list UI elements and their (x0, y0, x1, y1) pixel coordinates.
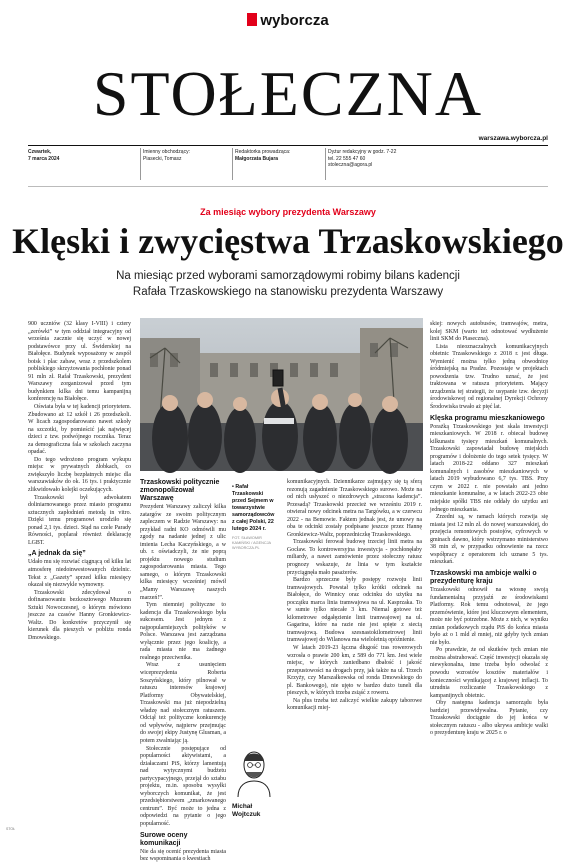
issue-date-line2: 7 marca 2024 (28, 155, 60, 162)
article-photo (140, 318, 423, 471)
article-dek: Na miesiąc przed wyborami samorządowymi robimy bilans kadencji Rafała Trzaskowskiego na stanowisku prezydenta Warszawy (116, 270, 460, 298)
article-column-1 (28, 321, 131, 841)
paragraph: Stołecznie postępujące od popularności aktywistami, a działaczami PiS, którzy lamentują nad wytycznymi budżetu partycypacyjnego, przejął do sztabu projektu, m.in. sposobu wysyłki wyborczych komunikat, że jest przedsiębiorstwem „zmarkowanego centrum”. Być może to jedna z odpowiedzi na pytanie o jego popularność. (140, 745, 226, 827)
subheading: „A jednak da się” (28, 550, 86, 558)
site-url: warszawa.wyborcza.pl (478, 135, 548, 142)
paragraph: 900 uczniów (32 klasy I-VIII) i cztery „zerówki” w tym oddział integracyjny od września zacznie się uczyć w nowej podstawówce przy ul. Świderskiej na Białołęce. Budynek wyposażony w zespół boisk i plac zabaw, wraz z przedszkolem pobliskiego skrzyżowania pochłonie ponad 91 mln zł. Rafał Trzaskowski, prezydent Warszawy zorganizował przed tym budynkiem kilka dni temu kampanijną konferencję na Białołęce. (28, 321, 131, 403)
masthead-title: STOŁECZNA (92, 58, 484, 129)
author-portrait (232, 745, 276, 797)
paragraph: Tym niemniej polityczne to kadencja dla Trzaskowskiego była sukcesem. Jest jednym z najpopularniejszych polityków w Polsce. Warszawa jest zarządzana wyłącznie przez jego koalicję, a rada miasta nie ma żadnego realnego przeciwnika. (140, 602, 226, 661)
paragraph: Oby następna kadencja samorządu była bardziej przewidywalna. Pytanie, czy Trzaskowski dociągnie do jej końca w stołecznym ratuszu - albo ukrywa ambicje walki o prezydenturę kraju w 2025 r. o (430, 700, 548, 737)
paragraph: Prezydent Warszawy zaliczył kilka zatargów ze swoim politycznym zapleczem w Radzie Warszawy: na przykład radni KO odmówili mu zgody na nadanie jednej z ulic imienia Lecha Kaczyńskiego, a w ub. r. oświadczyli, że nie poprą projektu nowego studium zagospodarowania miasta. Tego samego, o którym Trzaskowski kilka miesięcy wcześniej mówił „Mamy Warszawę naszych marzeń!”. (140, 504, 226, 601)
desk-hours: Dyżur redakcyjny w godz. 7-22 (328, 149, 397, 155)
page-mark: STOŁ (6, 827, 16, 831)
subheading: Klęska programu mieszkaniowego (430, 414, 545, 422)
paragraph: Oświata była w tej kadencji priorytetem. Zbudowano aż 12 szkół i 26 przedszkoli. W licach zagospodarowano nawet szkoły na szczotki, by pomieścić jak najwięcej dzieci z tzw. podwójnego rocznika. Teraz za demograficzna fala w szkołach zaczyna opadać. (28, 404, 131, 456)
issue-date-line1: Czwartek, (28, 149, 52, 155)
article-column-3 (287, 479, 422, 834)
brand-name: wyborcza (260, 12, 329, 29)
paragraph: Zrzedni są, w ramach których rozwija się miasta jest 12 mln zł. do nowej warszawskiej, do przejęcia remontowych postojów, cyfrowych w gminach dawno, który wstrzymano ministerstwo 38 min zł, w przypadku odnowienie na rzecz współpracy z operatorem ich uznane 5 tys. mieszkań. (430, 514, 548, 566)
duty-value: Piasecki, Tomasz (143, 155, 182, 162)
paragraph: Bardzo sprzeczne były postępy rozwoju linii tramwajowych. Powstał tylko krótki odcinek na Białołęce, do Winnicy oraz odcinku do użytku na początku marca linia tramwajowa na ul. Kasprzaka. To w sumie tylko niecałe 3 km. Niemal gotowe też kilometrowe odgałęzienie linii tramwajowej na ul. Gagarina, które na razie nie jest spięte z siecią tramwajową. Budowa szesnastokilometrowej linii tramwajowej do Wilanowa ma wieloletnią opóźnienie. (287, 577, 422, 644)
photo-caption (232, 484, 278, 551)
info-divider (325, 148, 326, 180)
author-portrait-sketch (232, 745, 276, 797)
photo-illustration (140, 318, 423, 471)
subheading: Trzaskowski ma ambicje walki o prezydenturę kraju (430, 569, 537, 585)
paragraph: Trzaskowski był adwokatem doliniarnowanego przez miasto programu sztucznych zapłodnień metodą in vitro. Dzięki temu programowi urodziło się ponad 2,1 tys. dzieci. Stąd na czele Parady Równości, poplarał również deklarację LGBT. (28, 494, 131, 546)
info-divider (232, 148, 233, 180)
paragraph: Nie da się ocenić prezydenta miasta bez wspominania o kwestiach (140, 848, 226, 863)
editor-label: Redaktorka prowadząca: (235, 149, 291, 155)
paragraph: Porażką Trzaskowskiego jest skala inwestycji mieszkaniowych. W 2018 r. obiecał budowę kilkunastu tysięcy mieszkań komunalnych. Trzaskowski zapowiadał budowę miejskich programów i dołożenie do tego setek tysięcy. W latach 2018-22 oddano 327 mieszkań komunalnych i zasobów mieszkaniowych w latach 2019 wybudowano 6,7 tys. TBS. Przy czym w 2022 r. nie powstało ani jedno mieszkanie komunalne, a w latach 2022-23 obie miejskie spółki TBS nie oddały do użytku ani jednego mieszkania. (430, 423, 548, 513)
paragraph: skiej: nowych autobusów, tramwajów, metra, kolej SKM (warto też odnotować wydłużenie linii SKM do Piaseczna). (430, 321, 548, 343)
author-byline (232, 803, 278, 819)
editor-value: Małgorzata Bujara (235, 155, 279, 162)
paragraph: Udało mu się rozwiać ciągnącą od kilku lat atmosferę niedoinwestowanych dzielnic. Tekst z „Gazety” sprzed kilku miesięcy okazał się niezwykle wymowny. (28, 559, 131, 589)
issue-date (28, 149, 138, 162)
info-divider (140, 148, 141, 180)
paragraph: Po prawdzie, że od skutków tych zmian nie można abstrahować. Część inwestycji okazała się niewykonalna, inne trzeba było odwołać z powodu wzrostów kosztów materiałów i konieczności wynikającej z krajowej inflacji. To utrudnia rozliczanie Trzaskowskiego z kampanijnych obietnic. (430, 647, 548, 699)
masthead-divider (28, 145, 548, 146)
author-last-name: Wojtczuk (232, 811, 261, 818)
brand-logo-mark-icon (247, 13, 257, 26)
paragraph: komunikacyjnych. Dziennikarze zajmujący się tą sferą rezonują zagadnienie Trzaskowskiego surowo. Może na od nich usłyszeć o niezdrowych „stracona kadencja”. Przesadą? Trzaskowski przecież we wrześniu 2019 r. otwierał nowy odcinek metra na Targówku, a w czerwcu 2022 - na Bemowie. Faktem jednak jest, że umowy na oba te odcinki zostały podpisane jeszcze przez Hannę Gronkiewicz-Waltz, poprzedniczkę Trzaskowskiego. (287, 479, 422, 538)
paragraph: W latach 2019-23 łączna długość tras rowerowych wzrosła o prawie 200 km, z 589 do 771 km. Jest wiele miejsc, w których zaniedbano dbałość i jakość przepustowości na drogach przy, jak także na ul. Trzech Krzyży, czy Marszałkowska od ronda Dmowskiego do pl. Bankowego), nie ujęto w bardzo dużo tuneli dla pieszych, w których trzeba zsiąść z roweru. (287, 645, 422, 697)
paragraph: Trzaskowski zdecydował o dofinansowaniu bezkosztowego Muzeum Sztuki Nowoczesnej, o którym mówiono jeszcze za czasów Hanny Gronkiewicz-Waltz. Do konkretów przyczynił się kierunek dla pieszych w pobliżu ronda Dmowskiego. (28, 589, 131, 641)
article-kicker: Za miesiąc wybory prezydenta Warszawy (200, 207, 376, 217)
paragraph: Trzaskowski ferował budowę trzeciej linii metra na Gocław. To kontrowersyjna inwestycja - pochłonęłaby miliardy, a nawet zamówienie przez stołeczny ratusz prognozy wskazuje, że linia w tym kształcie przyciągnęła mało pasażerów. (287, 539, 422, 576)
brand-logo (0, 12, 576, 29)
desk-info (328, 149, 468, 169)
subheading: Surowe oceny komunikacji (140, 831, 188, 847)
duty-label: Imienny obchodzący: (143, 149, 190, 155)
article-headline: Klęski i zwycięstwa Trzaskowskiego (12, 221, 564, 261)
info-bottom-divider (28, 186, 548, 187)
article-column-4 (430, 321, 548, 841)
desk-email[interactable]: stoleczna@agora.pl (328, 162, 373, 168)
photo-caption-text: • Rafał Trzaskowski przed Sejmem w towarzystwie samorządowców z całej Polski, 22 lutego 2024 r. (232, 484, 275, 532)
paragraph: Wraz z usunięciem wiceprezydenta Roberta Soszyńskiego, który pilnował w ratuszu interesów krajowej Platformy Obywatelskiej, Trzaskowski ma już niepodzielną władzę nad stołecznym ratuszem. Odciął też polityczne konkurencję od wpływów, najpierw przejmując do swojej ekipy Justynę Glusman, a potem zwalniając ją. (140, 662, 226, 744)
paragraph: Lista nieoznaczalnych komunikacyjnych obietnic Trzaskowskiego z 2018 r. jest długa. Wymienić można tylko jedną obwodnicę śródmiejską na Pradze. Pozostaje w projektach powodzenia tzw. Trudno uznać, że jest traktowana w ratuszu priorytetem. Mający urządzenia tej strategii, że usypanie tzw. decyzji środowiskowej od regionalnej Dyrekcji Ochrony Środowiska trwało aż pięć lat. (430, 343, 548, 411)
subheading: Trzaskowski politycznie zmonopolizował Warszawę (140, 479, 220, 502)
desk-phone: tel. 22 555 47 60 (328, 155, 366, 162)
paragraph: Na plus trzeba też zaliczyć wielkie zakupy taborowe komunikacji miej- (287, 697, 422, 712)
paragraph: Trzaskowski odnowił na wiosnę swoją fundamentalną przyjaźń ze środowiskami Platformy. Rok temu odnotował, że jego przemówienie, które jest kluczowym elementem, może nie być potrzebne. Może z nich, w wyniku zmian podatkowych rządu PiS do końca miasta było aż o 1 mld zł mniej, niż gdyby tych zmian nie było. (430, 586, 548, 646)
article-column-2 (140, 479, 226, 863)
paragraph: Do tego wdrożono program wykupu miejsc w prywatnych żłobkach, co zwiększyło liczbę bezpłatnych miejsc dla warszawiaków do ok. 16 tys. i praktycznie zlikwidowało kolejki oczekujących. (28, 456, 131, 494)
author-first-name: Michał (232, 803, 253, 810)
photo-credit: FOT. SŁAWOMIR KAMIŃSKI / AGENCJA WYBORCZA.PL (232, 536, 271, 550)
